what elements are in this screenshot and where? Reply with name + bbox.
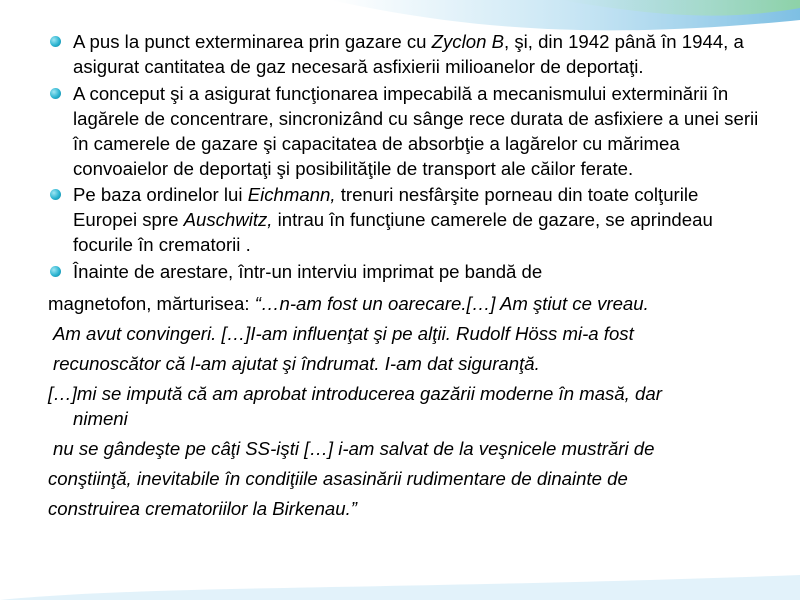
bullet-dot-icon (50, 88, 61, 99)
quote-line (48, 291, 763, 316)
quote-text: […]mi se impută că am aprobat introducerea gazării moderne în masă, dar (48, 382, 662, 404)
quote-line (48, 436, 763, 461)
quote-text: construirea crematoriilor la Birkenau.” (48, 497, 357, 519)
quote-text: nimeni (73, 407, 128, 429)
slide-body (48, 29, 763, 521)
bullet-text: Înainte de arestare, într-un interviu imprimat pe bandă de (73, 260, 543, 282)
quote-line (48, 496, 763, 521)
bullet-text-italic: Eichmann, (247, 184, 336, 205)
bullet-item-zyclon (48, 29, 763, 79)
bullet-text: trenuri nesfârşite porneau din toate colţurile Europei spre (73, 184, 699, 230)
bottom-blue-wave (0, 575, 800, 600)
quote-text: recunoscător că l-am ajutat şi îndrumat. I-am dat siguranţă. (53, 352, 540, 374)
bullet-dot-icon (50, 36, 61, 47)
quote-line (48, 381, 763, 406)
bullet-item-mechanism (48, 81, 763, 181)
bullet-dot-icon (50, 266, 61, 277)
bullet-text: intrau în funcţiune camerele de gazare, se aprindeau focurile în crematorii . (73, 209, 713, 255)
bullet-text: Pe baza ordinelor lui (73, 184, 248, 205)
bullet-text: , şi, din 1942 până în 1944, a asigurat cantitatea de gaz necesară asfixierii milioanelor de deportaţi. (73, 31, 744, 77)
quote-text: nu se gândeşte pe câţi SS-işti […] i-am salvat de la veşnicele mustrări de (53, 437, 655, 459)
quote-line (48, 406, 763, 431)
bullet-text-italic: Zyclon B (431, 31, 504, 52)
quote-text: conştiinţă, inevitabile în condiţiile asasinării rudimentare de dinainte de (48, 467, 628, 489)
quote-line (48, 321, 763, 346)
quote-line (48, 351, 763, 376)
bullet-item-interview (48, 259, 763, 284)
quote-text: Am avut convingeri. […]I-am influenţat şi pe alţii. Rudolf Höss mi-a fost (53, 322, 634, 344)
quote-prefix: magnetofon, mărturisea: (48, 292, 255, 314)
bullet-text: A conceput şi a asigurat funcţionarea impecabilă a mecanismului exterminării în lagărele de concentrare, sincronizând cu sânge rece durata de asfixiere a unei serii în camerele de gazare şi capacitatea de absorbţie a lagărelor cu mărimea convoaielor de deportaţi şi posibilităţile de transport ale căilor ferate. (73, 82, 759, 179)
quote-text: “…n-am fost un oarecare.[…] Am ştiut ce vreau. (254, 292, 649, 314)
bullet-text-italic: Auschwitz, (183, 209, 273, 230)
bullet-item-eichmann (48, 182, 763, 257)
bullet-dot-icon (50, 189, 61, 200)
quote-line (48, 466, 763, 491)
bullet-text: A pus la punct exterminarea prin gazare cu (73, 31, 432, 52)
